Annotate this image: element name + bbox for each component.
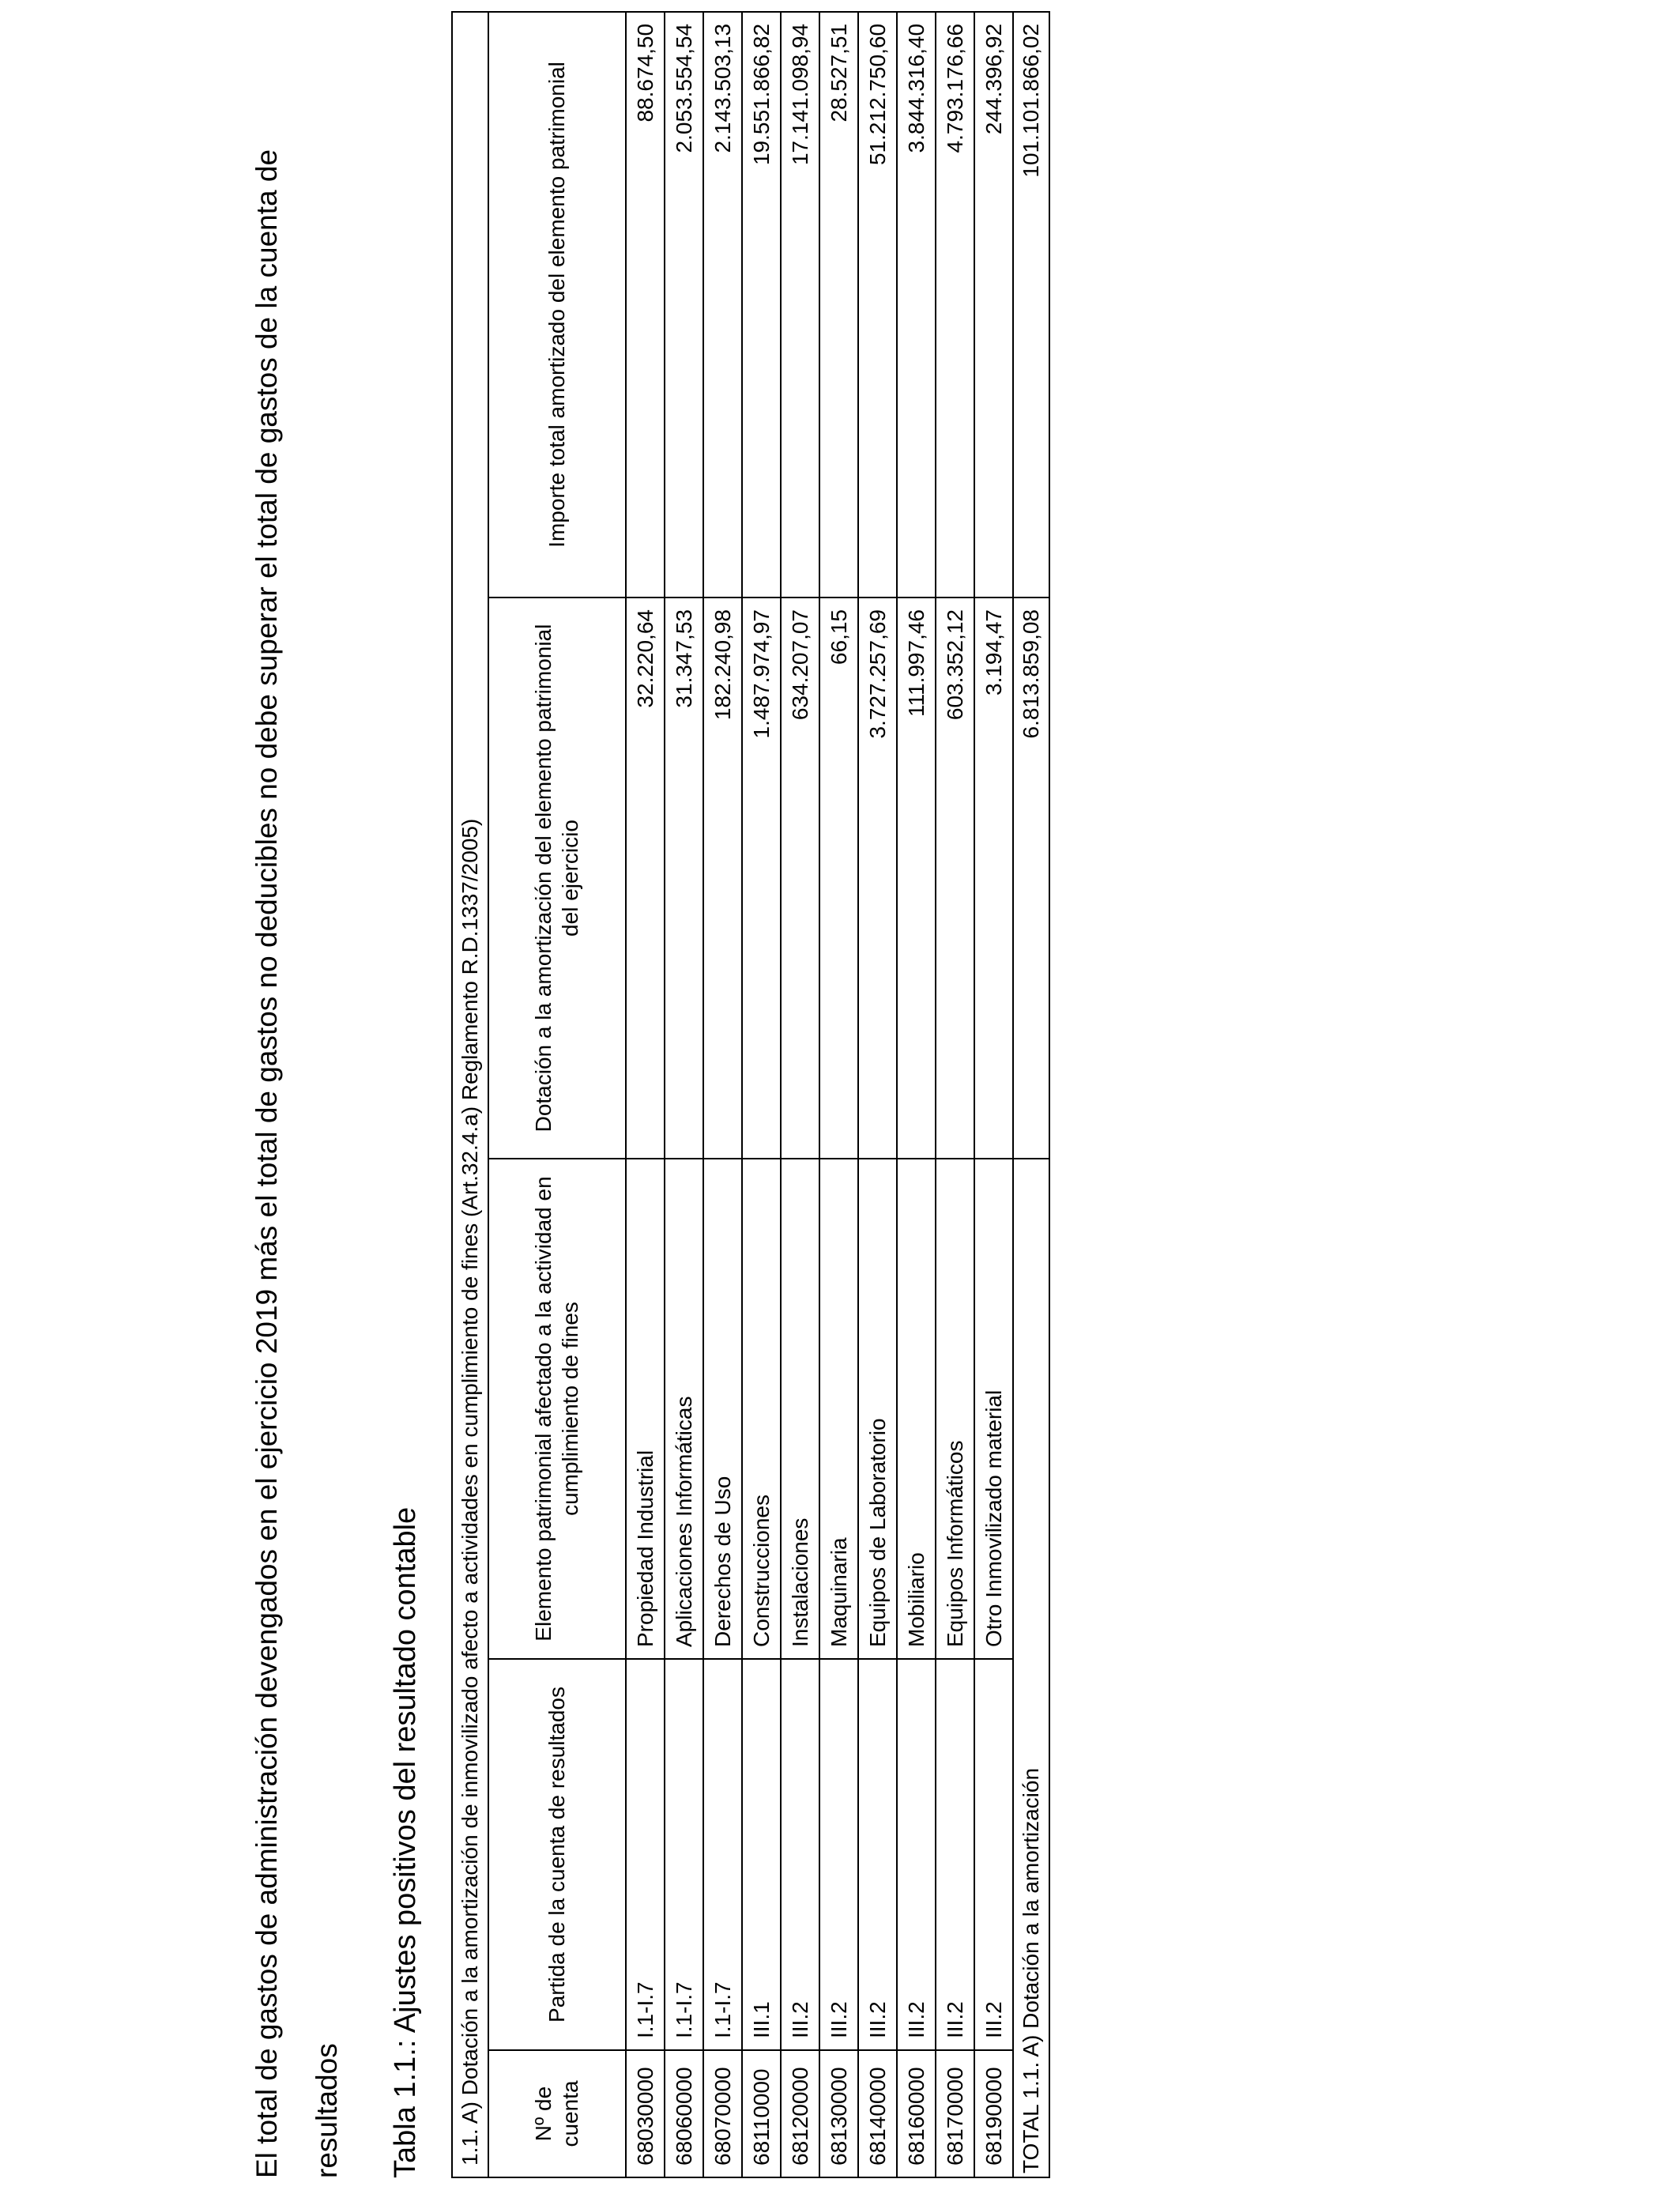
cell-partida: III.2	[897, 1659, 936, 2050]
table-row	[781, 12, 819, 2177]
cell-dotacion: 603.352,12	[936, 598, 974, 1159]
cell-partida: III.1	[742, 1659, 781, 2050]
cell-importe: 244.396,92	[974, 12, 1013, 598]
cell-elemento: Propiedad Industrial	[626, 1159, 665, 1659]
table-row	[936, 12, 974, 2177]
cell-elemento: Equipos de Laboratorio	[858, 1159, 897, 1659]
header-account-no: Nº de cuenta	[488, 2050, 626, 2177]
cell-partida: III.2	[974, 1659, 1013, 2050]
cell-partida: III.2	[781, 1659, 819, 2050]
cell-account: 68130000	[819, 2050, 858, 2177]
cell-account: 68140000	[858, 2050, 897, 2177]
cell-dotacion: 66,15	[819, 598, 858, 1159]
cell-elemento: Maquinaria	[819, 1159, 858, 1659]
cell-account: 68060000	[665, 2050, 703, 2177]
cell-partida: I.1-I.7	[626, 1659, 665, 2050]
cell-importe: 17.141.098,94	[781, 12, 819, 598]
cell-importe: 51.212.750,60	[858, 12, 897, 598]
cell-account: 68120000	[781, 2050, 819, 2177]
cell-importe: 19.551.866,82	[742, 12, 781, 598]
cell-importe: 28.527,51	[819, 12, 858, 598]
cell-account: 68110000	[742, 2050, 781, 2177]
cell-dotacion: 32.220,64	[626, 598, 665, 1159]
table-row	[897, 12, 936, 2177]
table-row	[665, 12, 703, 2177]
cell-elemento: Construcciones	[742, 1159, 781, 1659]
cell-elemento: Mobiliario	[897, 1159, 936, 1659]
cell-partida: I.1-I.7	[665, 1659, 703, 2050]
cell-partida: III.2	[936, 1659, 974, 2050]
cell-importe: 4.793.176,66	[936, 12, 974, 598]
header-elemento: Elemento patrimonial afectado a la actividad en cumplimiento de fines	[488, 1159, 626, 1659]
table-row	[819, 12, 858, 2177]
cell-elemento: Derechos de Uso	[703, 1159, 742, 1659]
cell-account: 68190000	[974, 2050, 1013, 2177]
cell-partida: III.2	[819, 1659, 858, 2050]
amortization-table	[451, 11, 1050, 2178]
header-dotacion: Dotación a la amortización del elemento patrimonial del ejercicio	[488, 598, 626, 1159]
cell-importe: 3.844.316,40	[897, 12, 936, 598]
section-row	[452, 12, 488, 2177]
cell-account: 68170000	[936, 2050, 974, 2177]
section-title: 1.1. A) Dotación a la amortización de inmovilizado afecto a actividades en cumplimiento de fines (Art.32.4.a) Reglamento R.D.1337/2005)	[452, 12, 488, 2177]
cell-dotacion: 31.347,53	[665, 598, 703, 1159]
cell-importe: 2.143.503,13	[703, 12, 742, 598]
total-label: TOTAL 1.1. A) Dotación a la amortización	[1013, 1159, 1049, 2177]
cell-elemento: Instalaciones	[781, 1159, 819, 1659]
total-importe: 101.101.866,02	[1013, 12, 1049, 598]
table-caption: Tabla 1.1.: Ajustes positivos del resultado contable	[389, 1506, 422, 2178]
cell-importe: 88.674,50	[626, 12, 665, 598]
table-row	[858, 12, 897, 2177]
header-row	[488, 12, 626, 2177]
cell-importe: 2.053.554,54	[665, 12, 703, 598]
cell-dotacion: 182.240,98	[703, 598, 742, 1159]
cell-elemento: Otro Inmovilizado material	[974, 1159, 1013, 1659]
total-dotacion: 6.813.859,08	[1013, 598, 1049, 1159]
header-importe: Importe total amortizado del elemento patrimonial	[488, 12, 626, 598]
table-row	[742, 12, 781, 2177]
cell-account: 68160000	[897, 2050, 936, 2177]
table-row	[974, 12, 1013, 2177]
cell-account: 68030000	[626, 2050, 665, 2177]
cell-dotacion: 1.487.974,97	[742, 598, 781, 1159]
header-partida: Partida de la cuenta de resultados	[488, 1659, 626, 2050]
cell-elemento: Equipos Informáticos	[936, 1159, 974, 1659]
cell-partida: III.2	[858, 1659, 897, 2050]
table-row	[626, 12, 665, 2177]
table-row	[703, 12, 742, 2177]
cell-account: 68070000	[703, 2050, 742, 2177]
intro-paragraph: El total de gastos de administración devengados en el ejercicio 2019 más el total de gastos no deducibles no debe superar el total de gastos de la cuenta de resultados	[250, 149, 343, 2178]
cell-dotacion: 3.727.257,69	[858, 598, 897, 1159]
cell-partida: I.1-I.7	[703, 1659, 742, 2050]
cell-dotacion: 111.997,46	[897, 598, 936, 1159]
cell-elemento: Aplicaciones Informáticas	[665, 1159, 703, 1659]
total-row	[1013, 12, 1049, 2177]
cell-dotacion: 634.207,07	[781, 598, 819, 1159]
cell-dotacion: 3.194,47	[974, 598, 1013, 1159]
